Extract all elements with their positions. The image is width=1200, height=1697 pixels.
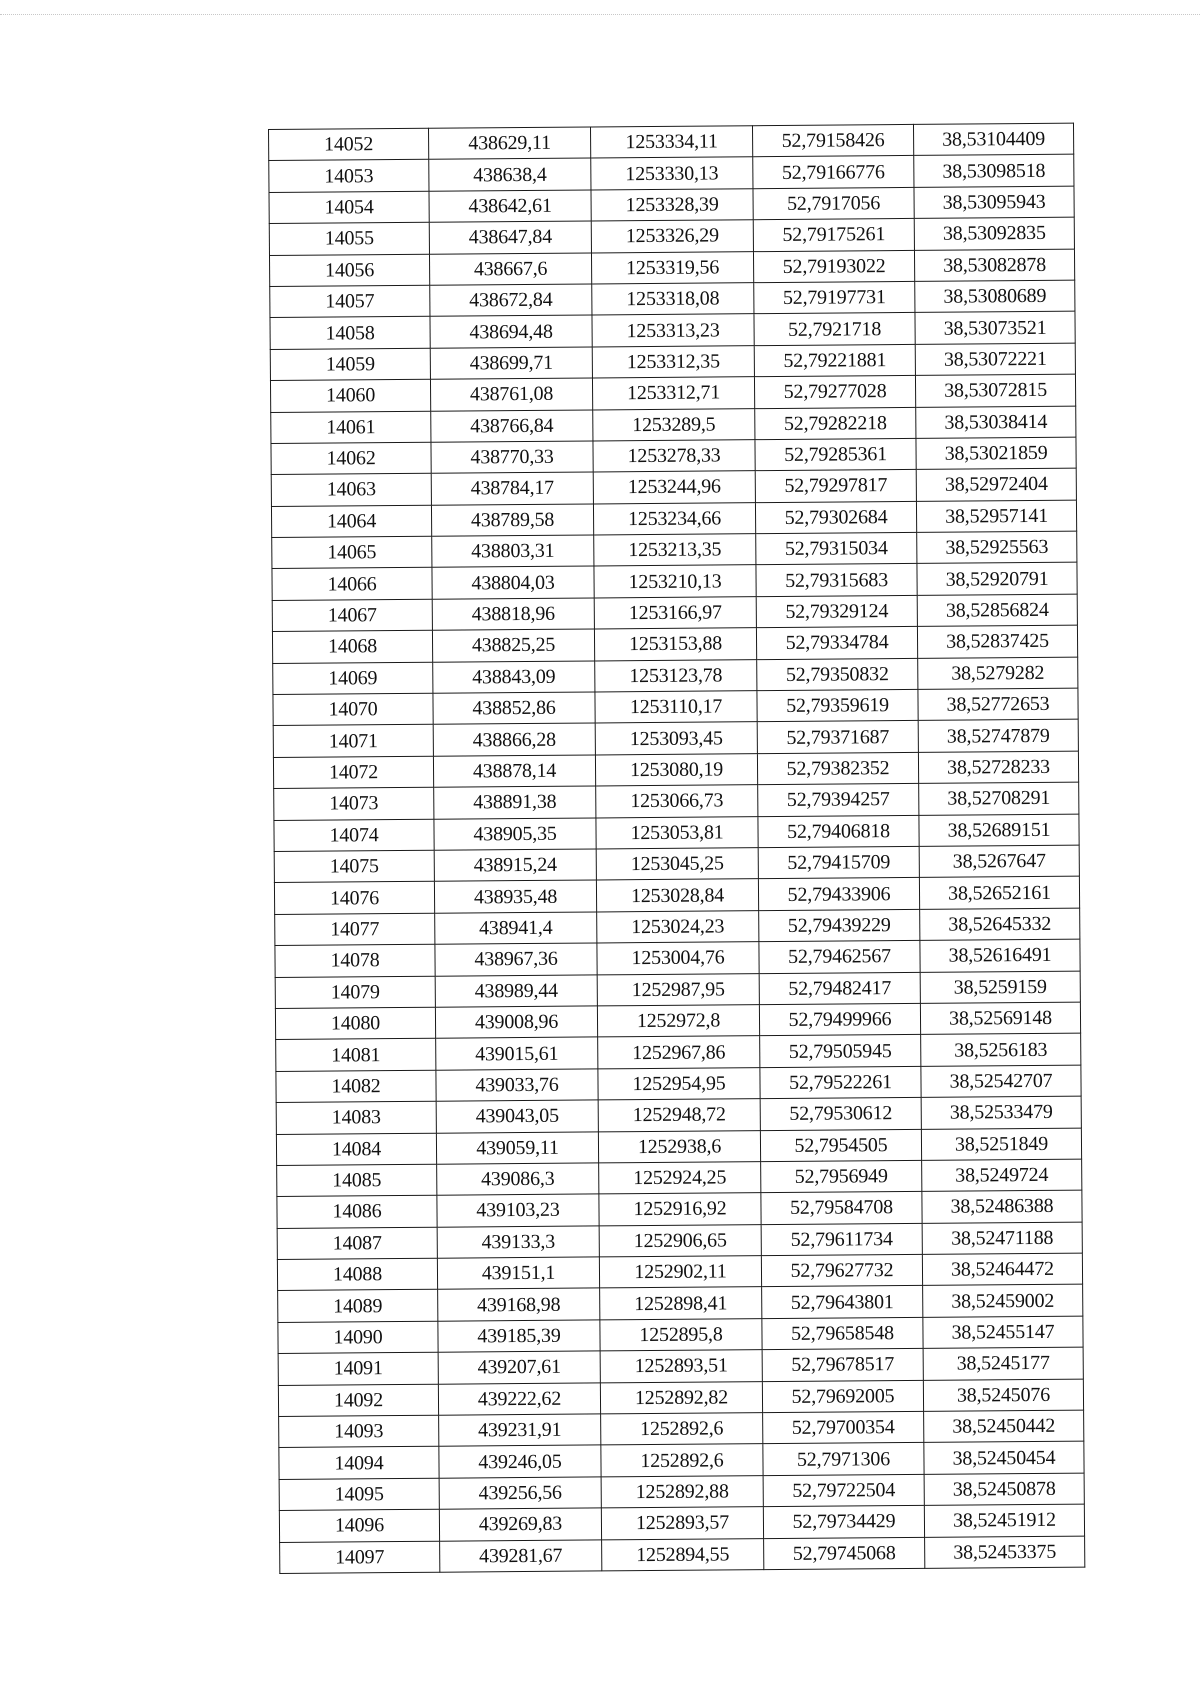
point-number-cell: 14072 [273, 756, 433, 789]
x-coordinate-cell: 439222,62 [438, 1383, 600, 1416]
x-coordinate-cell: 438804,03 [432, 566, 594, 599]
x-coordinate-cell: 438766,84 [431, 409, 593, 442]
latitude-cell: 52,79433906 [758, 878, 919, 911]
point-number-cell: 14084 [276, 1133, 436, 1166]
longitude-cell: 38,53072221 [915, 343, 1075, 376]
x-coordinate-cell: 438672,84 [430, 284, 592, 317]
x-coordinate-cell: 438784,17 [431, 472, 593, 505]
latitude-cell: 52,79462567 [759, 941, 920, 974]
latitude-cell: 52,79415709 [758, 846, 919, 879]
x-coordinate-cell: 439015,61 [436, 1037, 598, 1070]
latitude-cell: 52,79329124 [756, 595, 917, 628]
latitude-cell: 52,79197731 [754, 281, 915, 314]
latitude-cell: 52,79175261 [753, 219, 914, 252]
y-coordinate-cell: 1253024,23 [597, 910, 759, 943]
longitude-cell: 38,52972404 [916, 468, 1076, 501]
latitude-cell: 52,79359619 [757, 689, 918, 722]
latitude-cell: 52,79722504 [763, 1474, 924, 1507]
y-coordinate-cell: 1252902,11 [599, 1256, 761, 1289]
longitude-cell: 38,52856824 [917, 594, 1077, 627]
x-coordinate-cell: 439281,67 [440, 1540, 602, 1573]
x-coordinate-cell: 438852,86 [433, 692, 595, 725]
point-number-cell: 14093 [279, 1415, 439, 1448]
y-coordinate-cell: 1252893,57 [601, 1507, 763, 1540]
point-number-cell: 14092 [278, 1384, 438, 1417]
longitude-cell: 38,53021859 [916, 437, 1076, 470]
point-number-cell: 14062 [271, 442, 431, 475]
latitude-cell: 52,79499966 [759, 1003, 920, 1036]
x-coordinate-cell: 439269,83 [439, 1508, 601, 1541]
x-coordinate-cell: 439043,05 [436, 1100, 598, 1133]
coordinates-table-body [269, 123, 1085, 1573]
longitude-cell: 38,53092835 [914, 217, 1074, 250]
y-coordinate-cell: 1253123,78 [595, 659, 757, 692]
point-number-cell: 14057 [270, 285, 430, 318]
y-coordinate-cell: 1253289,5 [593, 408, 755, 441]
longitude-cell: 38,53038414 [916, 406, 1076, 439]
longitude-cell: 38,52837425 [917, 625, 1077, 658]
longitude-cell: 38,53073521 [915, 312, 1075, 345]
longitude-cell: 38,53080689 [915, 280, 1075, 313]
table-row [280, 1536, 1085, 1574]
x-coordinate-cell: 438905,35 [434, 818, 596, 851]
latitude-cell: 52,79315683 [756, 564, 917, 597]
x-coordinate-cell: 438843,09 [433, 661, 595, 694]
y-coordinate-cell: 1252895,8 [600, 1319, 762, 1352]
y-coordinate-cell: 1253334,11 [590, 126, 752, 159]
longitude-cell: 38,53104409 [913, 123, 1073, 156]
x-coordinate-cell: 438891,38 [434, 786, 596, 819]
point-number-cell: 14055 [269, 222, 429, 255]
longitude-cell: 38,53082878 [914, 249, 1074, 282]
longitude-cell: 38,52453375 [925, 1536, 1085, 1569]
point-number-cell: 14054 [269, 191, 429, 224]
scan-top-edge [0, 14, 1200, 15]
latitude-cell: 52,79505945 [760, 1035, 921, 1068]
x-coordinate-cell: 438818,96 [432, 598, 594, 631]
y-coordinate-cell: 1253210,13 [594, 565, 756, 598]
x-coordinate-cell: 438789,58 [431, 504, 593, 537]
point-number-cell: 14094 [279, 1447, 439, 1480]
longitude-cell: 38,53072815 [915, 374, 1075, 407]
point-number-cell: 14078 [275, 944, 435, 977]
point-number-cell: 14076 [274, 882, 434, 915]
latitude-cell: 52,79700354 [763, 1411, 924, 1444]
longitude-cell: 38,52450454 [924, 1442, 1084, 1475]
y-coordinate-cell: 1253053,81 [596, 816, 758, 849]
point-number-cell: 14080 [275, 1007, 435, 1040]
point-number-cell: 14085 [277, 1164, 437, 1197]
point-number-cell: 14066 [272, 568, 432, 601]
x-coordinate-cell: 438667,6 [429, 253, 591, 286]
longitude-cell: 38,53095943 [914, 186, 1074, 219]
point-number-cell: 14068 [272, 630, 432, 663]
point-number-cell: 14097 [280, 1541, 440, 1574]
latitude-cell: 52,7921718 [754, 313, 915, 346]
latitude-cell: 52,79530612 [760, 1098, 921, 1131]
x-coordinate-cell: 439151,1 [437, 1257, 599, 1290]
point-number-cell: 14095 [279, 1478, 439, 1511]
latitude-cell: 52,79643801 [762, 1286, 923, 1319]
x-coordinate-cell: 438941,4 [435, 912, 597, 945]
x-coordinate-cell: 439185,39 [438, 1320, 600, 1353]
latitude-cell: 52,79678517 [762, 1349, 923, 1382]
y-coordinate-cell: 1253312,71 [592, 377, 754, 410]
latitude-cell: 52,79439229 [759, 909, 920, 942]
longitude-cell: 38,52569148 [920, 1002, 1080, 1035]
x-coordinate-cell: 439133,3 [437, 1226, 599, 1259]
point-number-cell: 14069 [273, 662, 433, 695]
latitude-cell: 52,79734429 [763, 1506, 924, 1539]
x-coordinate-cell: 438694,48 [430, 315, 592, 348]
longitude-cell: 38,5245177 [923, 1347, 1083, 1380]
x-coordinate-cell: 438803,31 [432, 535, 594, 568]
longitude-cell: 38,5249724 [922, 1159, 1082, 1192]
y-coordinate-cell: 1253166,97 [594, 597, 756, 630]
point-number-cell: 14096 [279, 1509, 439, 1542]
y-coordinate-cell: 1252924,25 [599, 1162, 761, 1195]
x-coordinate-cell: 439059,11 [436, 1131, 598, 1164]
point-number-cell: 14061 [271, 411, 431, 444]
point-number-cell: 14063 [271, 474, 431, 507]
y-coordinate-cell: 1253080,19 [595, 753, 757, 786]
y-coordinate-cell: 1253213,35 [594, 534, 756, 567]
y-coordinate-cell: 1253244,96 [593, 471, 755, 504]
y-coordinate-cell: 1252898,41 [600, 1287, 762, 1320]
longitude-cell: 38,52708291 [919, 782, 1079, 815]
x-coordinate-cell: 439103,23 [437, 1194, 599, 1227]
x-coordinate-cell: 438989,44 [435, 974, 597, 1007]
longitude-cell: 38,5267647 [919, 845, 1079, 878]
point-number-cell: 14087 [277, 1227, 437, 1260]
y-coordinate-cell: 1253313,23 [592, 314, 754, 347]
x-coordinate-cell: 438770,33 [431, 441, 593, 474]
longitude-cell: 38,5251849 [921, 1128, 1081, 1161]
point-number-cell: 14058 [270, 317, 430, 350]
y-coordinate-cell: 1253004,76 [597, 942, 759, 975]
point-number-cell: 14065 [272, 536, 432, 569]
x-coordinate-cell: 438866,28 [433, 723, 595, 756]
point-number-cell: 14090 [278, 1321, 438, 1354]
point-number-cell: 14064 [271, 505, 431, 538]
longitude-cell: 38,52616491 [920, 939, 1080, 972]
longitude-cell: 38,5256183 [921, 1033, 1081, 1066]
point-number-cell: 14053 [269, 160, 429, 193]
x-coordinate-cell: 439256,56 [439, 1477, 601, 1510]
longitude-cell: 38,52450878 [924, 1473, 1084, 1506]
x-coordinate-cell: 439168,98 [438, 1288, 600, 1321]
latitude-cell: 52,79277028 [754, 376, 915, 409]
latitude-cell: 52,79193022 [753, 250, 914, 283]
y-coordinate-cell: 1253045,25 [596, 848, 758, 881]
x-coordinate-cell: 439246,05 [439, 1445, 601, 1478]
latitude-cell: 52,79350832 [757, 658, 918, 691]
point-number-cell: 14089 [278, 1290, 438, 1323]
y-coordinate-cell: 1252948,72 [598, 1099, 760, 1132]
longitude-cell: 38,52471188 [922, 1222, 1082, 1255]
latitude-cell: 52,79584708 [761, 1192, 922, 1225]
point-number-cell: 14091 [278, 1352, 438, 1385]
longitude-cell: 38,52728233 [918, 751, 1078, 784]
y-coordinate-cell: 1253153,88 [594, 628, 756, 661]
y-coordinate-cell: 1252892,6 [601, 1444, 763, 1477]
latitude-cell: 52,79611734 [761, 1223, 922, 1256]
y-coordinate-cell: 1252938,6 [598, 1130, 760, 1163]
longitude-cell: 38,52459002 [923, 1285, 1083, 1318]
x-coordinate-cell: 439008,96 [435, 1006, 597, 1039]
latitude-cell: 52,79382352 [757, 752, 918, 785]
point-number-cell: 14073 [274, 787, 434, 820]
latitude-cell: 52,79482417 [759, 972, 920, 1005]
longitude-cell: 38,52450442 [924, 1410, 1084, 1443]
y-coordinate-cell: 1252972,8 [597, 1005, 759, 1038]
y-coordinate-cell: 1253326,29 [591, 220, 753, 253]
y-coordinate-cell: 1253093,45 [595, 722, 757, 755]
x-coordinate-cell: 438629,11 [428, 127, 590, 160]
latitude-cell: 52,79627732 [761, 1254, 922, 1287]
longitude-cell: 38,5259159 [920, 971, 1080, 1004]
x-coordinate-cell: 438915,24 [434, 849, 596, 882]
y-coordinate-cell: 1252906,65 [599, 1224, 761, 1257]
y-coordinate-cell: 1253318,08 [592, 283, 754, 316]
y-coordinate-cell: 1253066,73 [596, 785, 758, 818]
point-number-cell: 14083 [276, 1101, 436, 1134]
y-coordinate-cell: 1252892,6 [601, 1413, 763, 1446]
longitude-cell: 38,52645332 [920, 908, 1080, 941]
latitude-cell: 52,79297817 [755, 470, 916, 503]
y-coordinate-cell: 1253234,66 [593, 502, 755, 535]
latitude-cell: 52,79221881 [754, 344, 915, 377]
point-number-cell: 14077 [275, 913, 435, 946]
coordinates-table [268, 123, 1085, 1574]
x-coordinate-cell: 438647,84 [429, 221, 591, 254]
point-number-cell: 14070 [273, 693, 433, 726]
point-number-cell: 14082 [276, 1070, 436, 1103]
latitude-cell: 52,79315034 [756, 532, 917, 565]
y-coordinate-cell: 1252987,95 [597, 973, 759, 1006]
y-coordinate-cell: 1253312,35 [592, 345, 754, 378]
x-coordinate-cell: 439033,76 [436, 1069, 598, 1102]
longitude-cell: 38,52542707 [921, 1065, 1081, 1098]
y-coordinate-cell: 1253028,84 [596, 879, 758, 912]
point-number-cell: 14075 [274, 850, 434, 883]
y-coordinate-cell: 1252916,92 [599, 1193, 761, 1226]
latitude-cell: 52,79658548 [762, 1317, 923, 1350]
y-coordinate-cell: 1253330,13 [591, 157, 753, 190]
longitude-cell: 38,5279282 [918, 657, 1078, 690]
point-number-cell: 14088 [277, 1258, 437, 1291]
latitude-cell: 52,7917056 [753, 187, 914, 220]
longitude-cell: 38,52455147 [923, 1316, 1083, 1349]
x-coordinate-cell: 439086,3 [437, 1163, 599, 1196]
longitude-cell: 38,52747879 [918, 720, 1078, 753]
x-coordinate-cell: 438967,36 [435, 943, 597, 976]
point-number-cell: 14074 [274, 819, 434, 852]
latitude-cell: 52,79745068 [764, 1537, 925, 1570]
x-coordinate-cell: 438642,61 [429, 190, 591, 223]
latitude-cell: 52,79302684 [755, 501, 916, 534]
point-number-cell: 14060 [270, 379, 430, 412]
x-coordinate-cell: 438699,71 [430, 347, 592, 380]
x-coordinate-cell: 439207,61 [438, 1351, 600, 1384]
point-number-cell: 14071 [273, 725, 433, 758]
latitude-cell: 52,7971306 [763, 1443, 924, 1476]
latitude-cell: 52,79522261 [760, 1066, 921, 1099]
longitude-cell: 38,52464472 [922, 1253, 1082, 1286]
longitude-cell: 38,52486388 [922, 1190, 1082, 1223]
x-coordinate-cell: 438935,48 [434, 880, 596, 913]
point-number-cell: 14067 [272, 599, 432, 632]
latitude-cell: 52,79394257 [758, 784, 919, 817]
longitude-cell: 38,53098518 [914, 155, 1074, 188]
latitude-cell: 52,7954505 [760, 1129, 921, 1162]
latitude-cell: 52,79285361 [755, 438, 916, 471]
latitude-cell: 52,79692005 [762, 1380, 923, 1413]
x-coordinate-cell: 439231,91 [439, 1414, 601, 1447]
y-coordinate-cell: 1253319,56 [591, 251, 753, 284]
point-number-cell: 14086 [277, 1195, 437, 1228]
y-coordinate-cell: 1252892,88 [601, 1475, 763, 1508]
y-coordinate-cell: 1253328,39 [591, 188, 753, 221]
longitude-cell: 38,52925563 [917, 531, 1077, 564]
x-coordinate-cell: 438825,25 [432, 629, 594, 662]
y-coordinate-cell: 1252967,86 [598, 1036, 760, 1069]
latitude-cell: 52,79406818 [758, 815, 919, 848]
longitude-cell: 38,5245076 [923, 1379, 1083, 1412]
x-coordinate-cell: 438761,08 [430, 378, 592, 411]
longitude-cell: 38,52957141 [916, 500, 1076, 533]
longitude-cell: 38,52652161 [919, 877, 1079, 910]
latitude-cell: 52,79282218 [755, 407, 916, 440]
point-number-cell: 14081 [276, 1039, 436, 1072]
longitude-cell: 38,52451912 [924, 1504, 1084, 1537]
longitude-cell: 38,52772653 [918, 688, 1078, 721]
y-coordinate-cell: 1253110,17 [595, 691, 757, 724]
y-coordinate-cell: 1252892,82 [600, 1381, 762, 1414]
y-coordinate-cell: 1252893,51 [600, 1350, 762, 1383]
point-number-cell: 14056 [269, 254, 429, 287]
x-coordinate-cell: 438638,4 [429, 158, 591, 191]
y-coordinate-cell: 1253278,33 [593, 440, 755, 473]
point-number-cell: 14052 [269, 128, 429, 161]
y-coordinate-cell: 1252954,95 [598, 1067, 760, 1100]
y-coordinate-cell: 1252894,55 [602, 1538, 764, 1571]
point-number-cell: 14059 [270, 348, 430, 381]
point-number-cell: 14079 [275, 976, 435, 1009]
longitude-cell: 38,52920791 [917, 563, 1077, 596]
latitude-cell: 52,79334784 [756, 627, 917, 660]
longitude-cell: 38,52689151 [919, 814, 1079, 847]
latitude-cell: 52,79371687 [757, 721, 918, 754]
latitude-cell: 52,7956949 [761, 1160, 922, 1193]
longitude-cell: 38,52533479 [921, 1096, 1081, 1129]
latitude-cell: 52,79166776 [753, 156, 914, 189]
x-coordinate-cell: 438878,14 [433, 755, 595, 788]
latitude-cell: 52,79158426 [752, 124, 913, 157]
